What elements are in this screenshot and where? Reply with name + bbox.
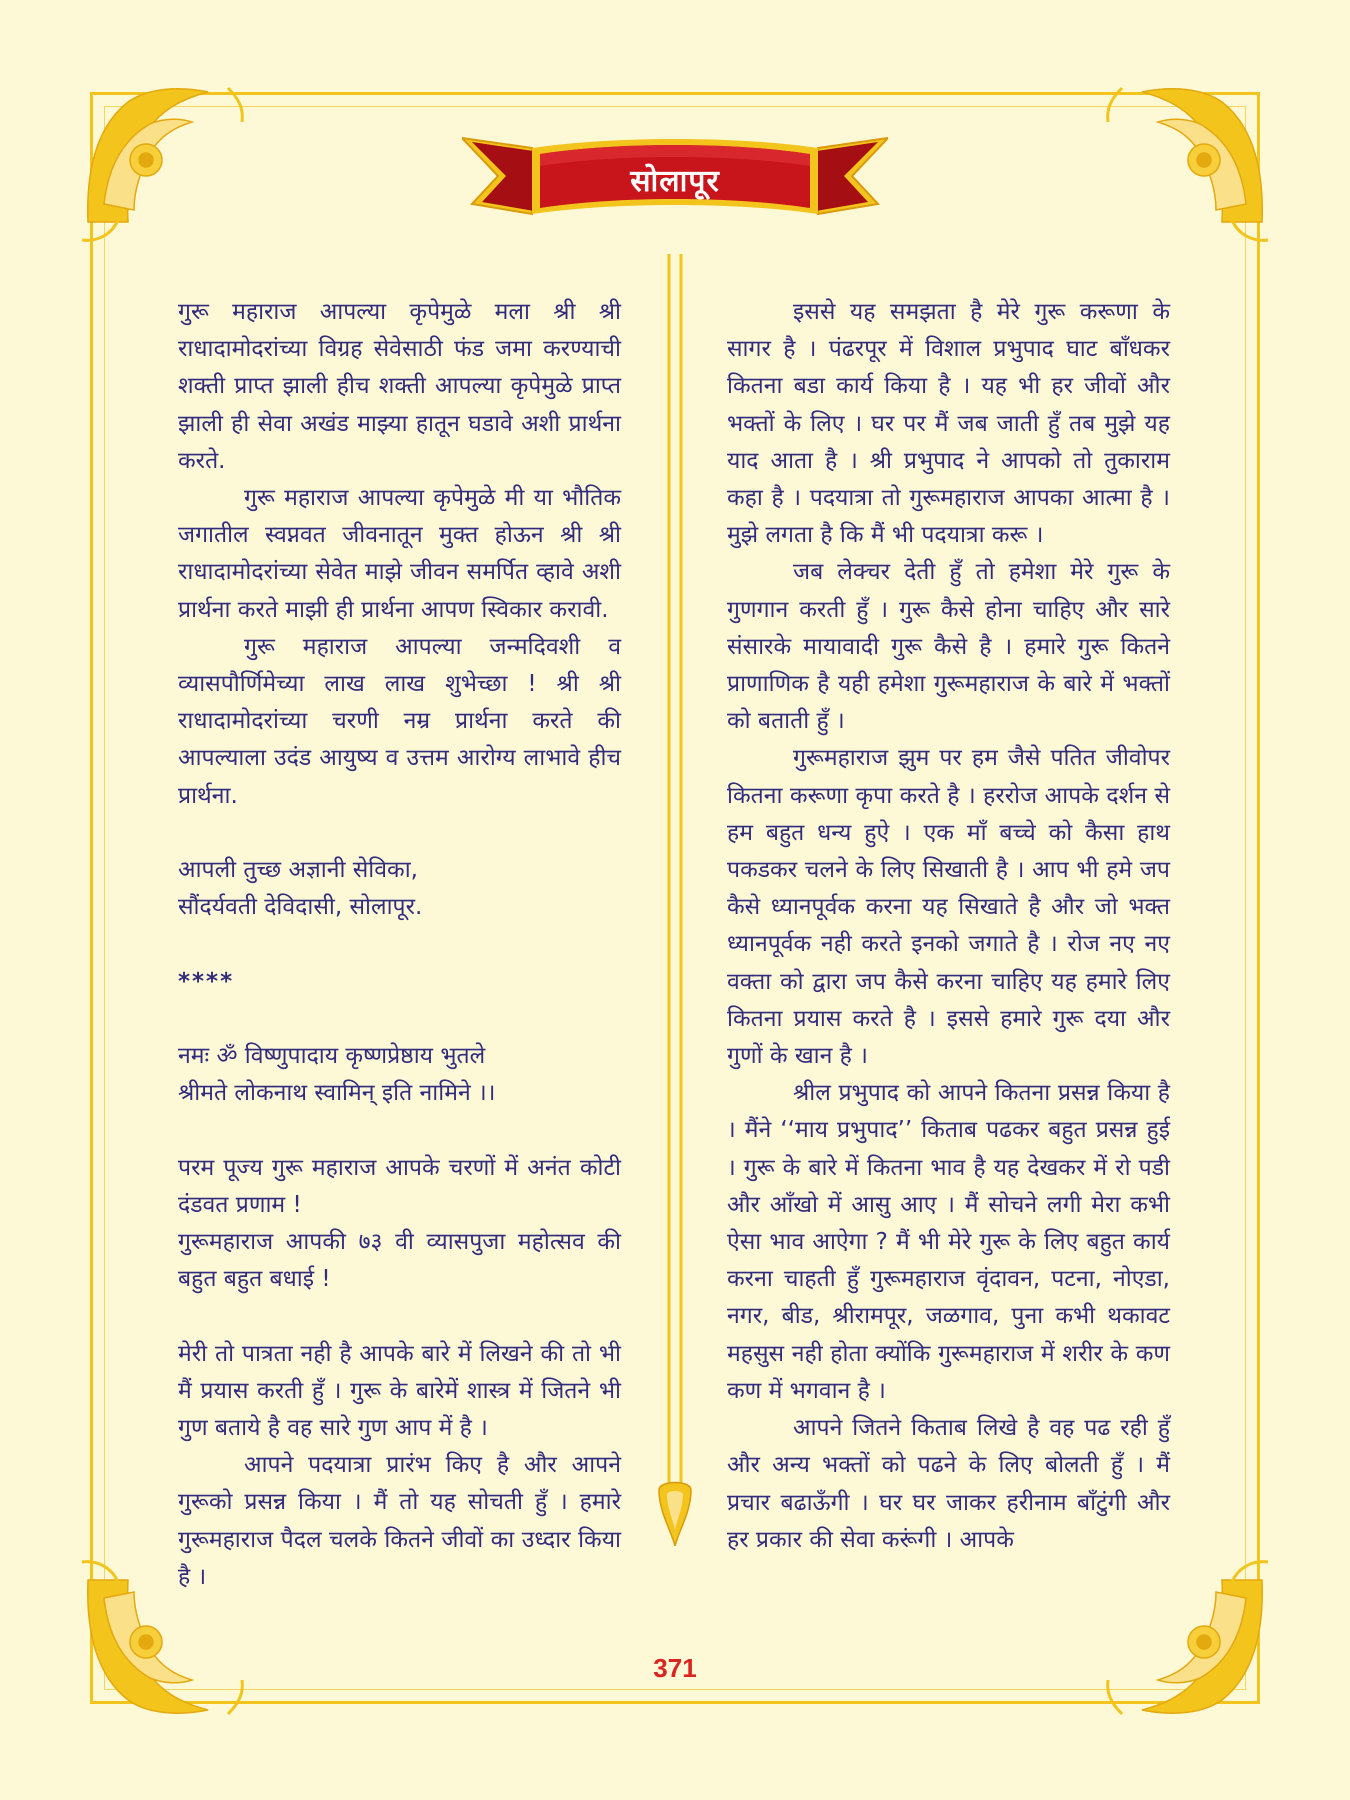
- corner-ornament-bottom-right-icon: [1082, 1530, 1282, 1730]
- right-paragraph-1: इससे यह समझता है मेरे गुरू करूणा के सागर है । पंढरपूर में विशाल प्रभुपाद घाट बाँधकर कितना बडा कार्य किया है । यह भी हर जीवों और भक्तों के लिए । घर पर मैं जब जाती हुँ तब मुझे यह याद आता है । श्री प्रभुपाद ने आपको तो तुकाराम कहा है । पदयात्रा तो गुरूमहाराज आपका आत्मा है । मुझे लगता है कि मैं भी पदयात्रा करू ।: [727, 299, 1170, 549]
- spacer: [178, 1112, 621, 1149]
- spacer: [178, 1001, 621, 1038]
- right-paragraph-5: आपने जितने किताब लिखे है वह पढ रही हुँ और अन्य भक्तों को पढने के लिए बोलती हुँ । मैं प्रचार बढाऊँगी । घर घर जाकर हरीनाम बाँटुंगी और हर प्रकार की सेवा करूंगी । आपके: [727, 1415, 1170, 1553]
- left-paragraph-3: गुरू महाराज आपल्या जन्मदिवशी व व्यासपौर्णिमेच्या लाख लाख शुभेच्छा ! श्री श्री राधादामोदरांच्या चरणी नम्र प्रार्थना करते की आपल्याला उदंड आयुष्य व उत्तम आरोग्य लाभावे हीच प्रार्थना.: [178, 633, 621, 809]
- left-paragraph-1: गुरू महाराज आपल्या कृपेमुळे मला श्री श्री राधादामोदरांच्या विग्रह सेवेसाठी फंड जमा करण्याची शक्ती प्राप्त झाली हीच शक्ती आपल्या कृपेमुळे प्राप्त झाली ही सेवा अखंड माझ्या हातून घडावे अशी प्रार्थना करते.: [178, 299, 621, 474]
- right-paragraph-2: जब लेक्चर देती हुँ तो हमेशा मेरे गुरू के गुणगान करती हुँ । गुरू कैसे होना चाहिए और सारे संसारके मायावादी गुरू कैसे है । हमारे गुरू कितने प्राणाणिक है यही हमेशा गुरूमहाराज के बारे में भक्तों को बताती हुँ ।: [727, 559, 1170, 735]
- right-paragraph-4: श्रील प्रभुपाद को आपने कितना प्रसन्न किया है । मैंने ‘‘माय प्रभुपाद’’ किताब पढकर बहुत प्रसन्न हुई । गुरू के बारे में कितना भाव है यह देखकर में रो पडी और आँखो में आसु आए । मैं सोचने लगी मेरा कभी ऐसा भाव आऐगा ? मैं भी मेरे गुरू के लिए बहुत कार्य करना चाहती हुँ गुरूमहाराज वृंदावन, पटना, नोएडा, नगर, बीड, श्रीरामपूर, जळगाव, पुना कभी थकावट महसुस नही होता क्योंकि गुरूमहाराज में शरीर के कण कण में भगवान है ।: [727, 1080, 1170, 1404]
- greeting-line-1: परम पूज्य गुरू महाराज आपके चरणों में अनंत कोटी दंडवत प्रणाम !: [178, 1154, 621, 1218]
- corner-ornament-top-right-icon: [1082, 72, 1282, 272]
- left-paragraph-4: मेरी तो पात्रता नही है आपके बारे में लिखने की तो भी मैं प्रयास करती हुँ । गुरू के बारेमें शास्त्र में जितने भी गुण बताये है वह सारे गुण आप में है ।: [178, 1340, 621, 1442]
- page-number: 371: [653, 1653, 697, 1683]
- verse-line-2: श्रीमते लोकनाथ स्वामिन् इति नामिने ।।: [178, 1080, 496, 1107]
- right-column: [727, 294, 1170, 1559]
- left-paragraph-2: गुरू महाराज आपल्या कृपेमुळे मी या भौतिक जगातील स्वप्नवत जीवनातून मुक्त होऊन श्री श्री राधादामोदरांच्या सेवेत माझे जीवन समर्पित व्हावे अशी प्रार्थना करते माझी ही प्रार्थना आपण स्विकार करावी.: [178, 485, 621, 623]
- spacer: [178, 926, 621, 963]
- signature-line-1: आपली तुच्छ अज्ञानी सेविका,: [178, 857, 418, 884]
- left-column: [178, 294, 621, 1596]
- spacer: [178, 1298, 621, 1335]
- title-ribbon: [462, 118, 888, 236]
- section-separator: ****: [178, 968, 235, 995]
- spacer: [178, 815, 621, 852]
- page-title: सोलापूर: [630, 163, 720, 199]
- signature-line-2: सौंदर्यवती देविदासी, सोलापूर.: [178, 894, 423, 921]
- corner-ornament-top-left-icon: [68, 72, 268, 272]
- left-paragraph-5: आपने पदयात्रा प्रारंभ किए है और आपने गुरूको प्रसन्न किया । मैं तो यह सोचती हुँ । हमारे गुरूमहाराज पैदल चलके कितने जीवों का उध्दार किया है ।: [178, 1452, 621, 1590]
- greeting-line-2: गुरूमहाराज आपकी ७३ वी व्यासपुजा महोत्सव की बहुत बहुत बधाई !: [178, 1229, 621, 1293]
- column-divider: [655, 254, 695, 1546]
- verse-line-1: नमः ॐ विष्णुपादाय कृष्णप्रेष्ठाय भुतले: [178, 1043, 486, 1070]
- right-paragraph-3: गुरूमहाराज झुम पर हम जैसे पतित जीवोपर कितना करूणा कृपा करते है । हररोज आपके दर्शन से हम बहुत धन्य हुऐ । एक माँ बच्चे को कैसा हाथ पकडकर चलने के लिए सिखाती है । आप भी हमे जप कैसे ध्यानपूर्वक करना यह सिखाते है और जो भक्त ध्यानपूर्वक नही करते इनको जगाते है । रोज नए नए वक्ता को द्वारा जप कैसे करना चाहिए यह हमारे लिए कितना प्रयास करते है । इससे हमारे गुरू दया और गुणों के खान है ।: [727, 745, 1170, 1070]
